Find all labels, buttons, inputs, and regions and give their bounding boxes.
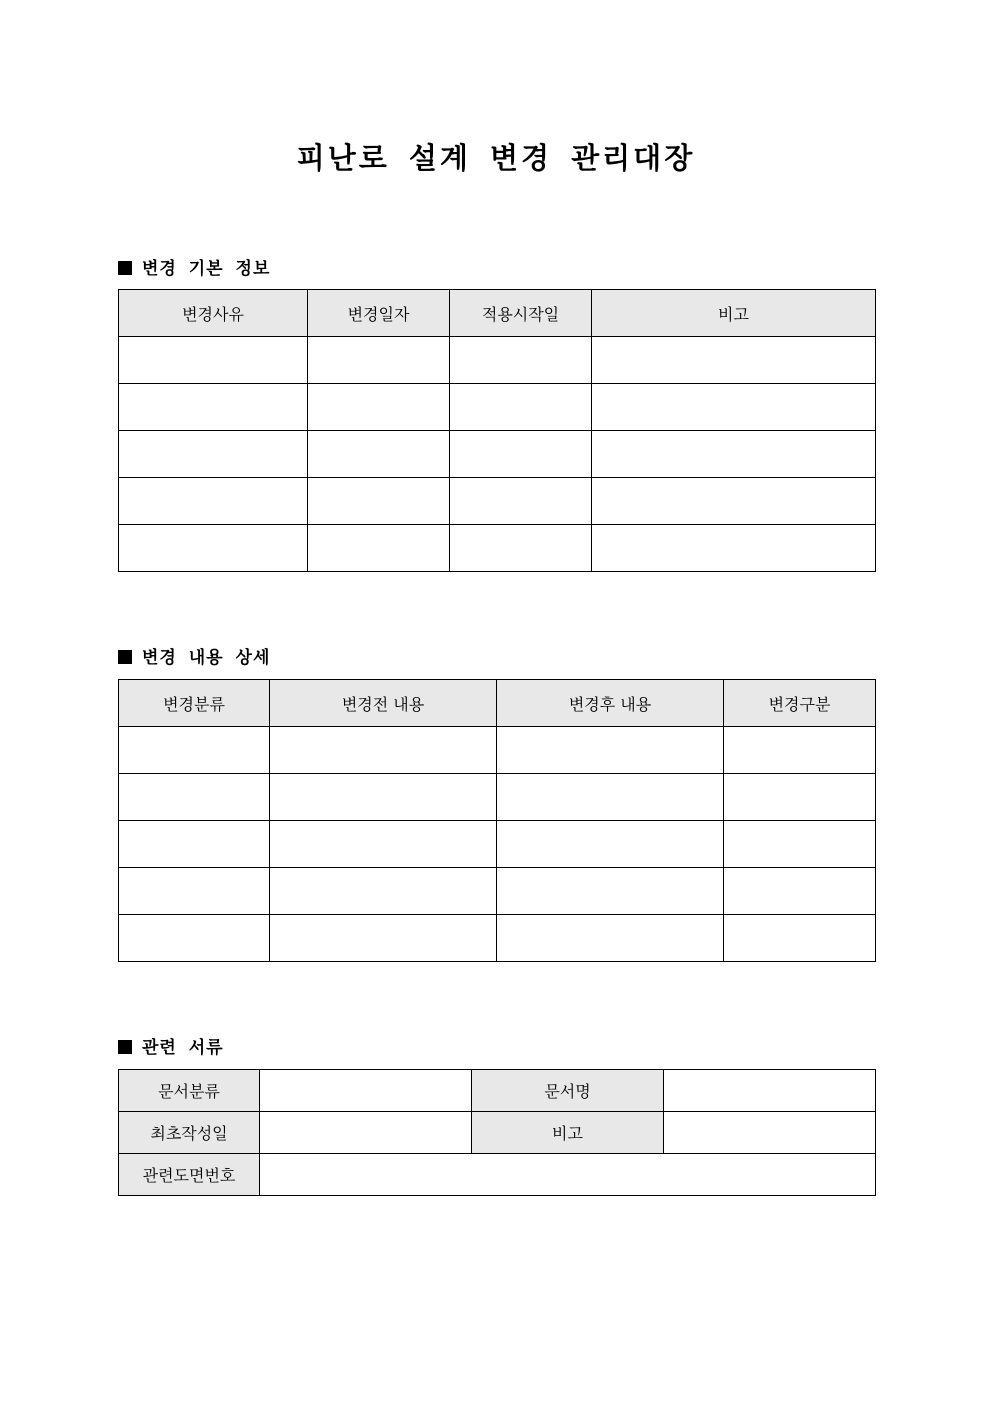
table-row	[119, 727, 876, 774]
label-note: 비고	[472, 1112, 664, 1154]
table-cell	[270, 727, 497, 774]
table-cell	[724, 727, 876, 774]
table-row	[119, 868, 876, 915]
table-cell	[308, 525, 450, 572]
label-doc-name: 문서명	[472, 1070, 664, 1112]
table-cell	[119, 821, 270, 868]
table-cell	[724, 868, 876, 915]
table-cell	[308, 431, 450, 478]
drawing-no-field	[260, 1154, 876, 1196]
doc-category-field	[260, 1070, 472, 1112]
first-date-field	[260, 1112, 472, 1154]
table-cell	[450, 431, 592, 478]
table-cell	[724, 915, 876, 962]
table-cell	[119, 478, 308, 525]
table-cell	[592, 431, 876, 478]
table-cell	[119, 915, 270, 962]
table-cell	[450, 384, 592, 431]
label-first-date: 최초작성일	[119, 1112, 260, 1154]
table-cell	[119, 727, 270, 774]
table-cell	[308, 337, 450, 384]
table-row	[119, 431, 876, 478]
table-cell	[270, 821, 497, 868]
table-cell	[119, 431, 308, 478]
table-cell	[592, 525, 876, 572]
header-cell: 비고	[592, 290, 876, 337]
table-row	[119, 525, 876, 572]
basic-info-table	[118, 289, 876, 572]
change-detail-table	[118, 679, 876, 962]
table-cell	[724, 774, 876, 821]
header-cell: 적용시작일	[450, 290, 592, 337]
section-heading-basic	[118, 254, 270, 279]
header-cell: 변경분류	[119, 680, 270, 727]
page-title: 피난로 설계 변경 관리대장	[296, 141, 696, 175]
label-drawing-no: 관련도면번호	[119, 1154, 260, 1196]
table-cell	[308, 384, 450, 431]
table-row	[119, 337, 876, 384]
table-cell	[497, 868, 724, 915]
header-cell: 변경일자	[308, 290, 450, 337]
related-docs-table	[118, 1069, 876, 1196]
doc-name-field	[664, 1070, 876, 1112]
note-field	[664, 1112, 876, 1154]
header-cell: 변경구분	[724, 680, 876, 727]
square-bullet-icon	[118, 1040, 132, 1054]
table-cell	[450, 525, 592, 572]
table-cell	[450, 337, 592, 384]
square-bullet-icon	[118, 261, 132, 275]
table-row	[119, 774, 876, 821]
label-doc-category: 문서분류	[119, 1070, 260, 1112]
section-heading-detail	[118, 643, 270, 668]
table-cell	[119, 774, 270, 821]
section-heading-text: 관련 서류	[142, 1038, 224, 1058]
header-cell: 변경후 내용	[497, 680, 724, 727]
table-cell	[497, 821, 724, 868]
section-heading-text: 변경 기본 정보	[142, 259, 271, 279]
table-cell	[592, 478, 876, 525]
header-cell: 변경사유	[119, 290, 308, 337]
table-cell	[119, 868, 270, 915]
table-cell	[497, 774, 724, 821]
table-cell	[497, 915, 724, 962]
table-cell	[270, 774, 497, 821]
table-cell	[270, 868, 497, 915]
table-cell	[592, 384, 876, 431]
table-row	[119, 478, 876, 525]
section-heading-text: 변경 내용 상세	[142, 648, 271, 668]
table-cell	[450, 478, 592, 525]
table-cell	[592, 337, 876, 384]
table-row	[119, 915, 876, 962]
table-cell	[270, 915, 497, 962]
table-cell	[497, 727, 724, 774]
table-cell	[724, 821, 876, 868]
table-cell	[119, 525, 308, 572]
square-bullet-icon	[118, 650, 132, 664]
table-row	[119, 821, 876, 868]
table-cell	[119, 384, 308, 431]
section-heading-docs	[118, 1033, 224, 1058]
table-cell	[119, 337, 308, 384]
table-cell	[308, 478, 450, 525]
header-cell: 변경전 내용	[270, 680, 497, 727]
table-row	[119, 384, 876, 431]
